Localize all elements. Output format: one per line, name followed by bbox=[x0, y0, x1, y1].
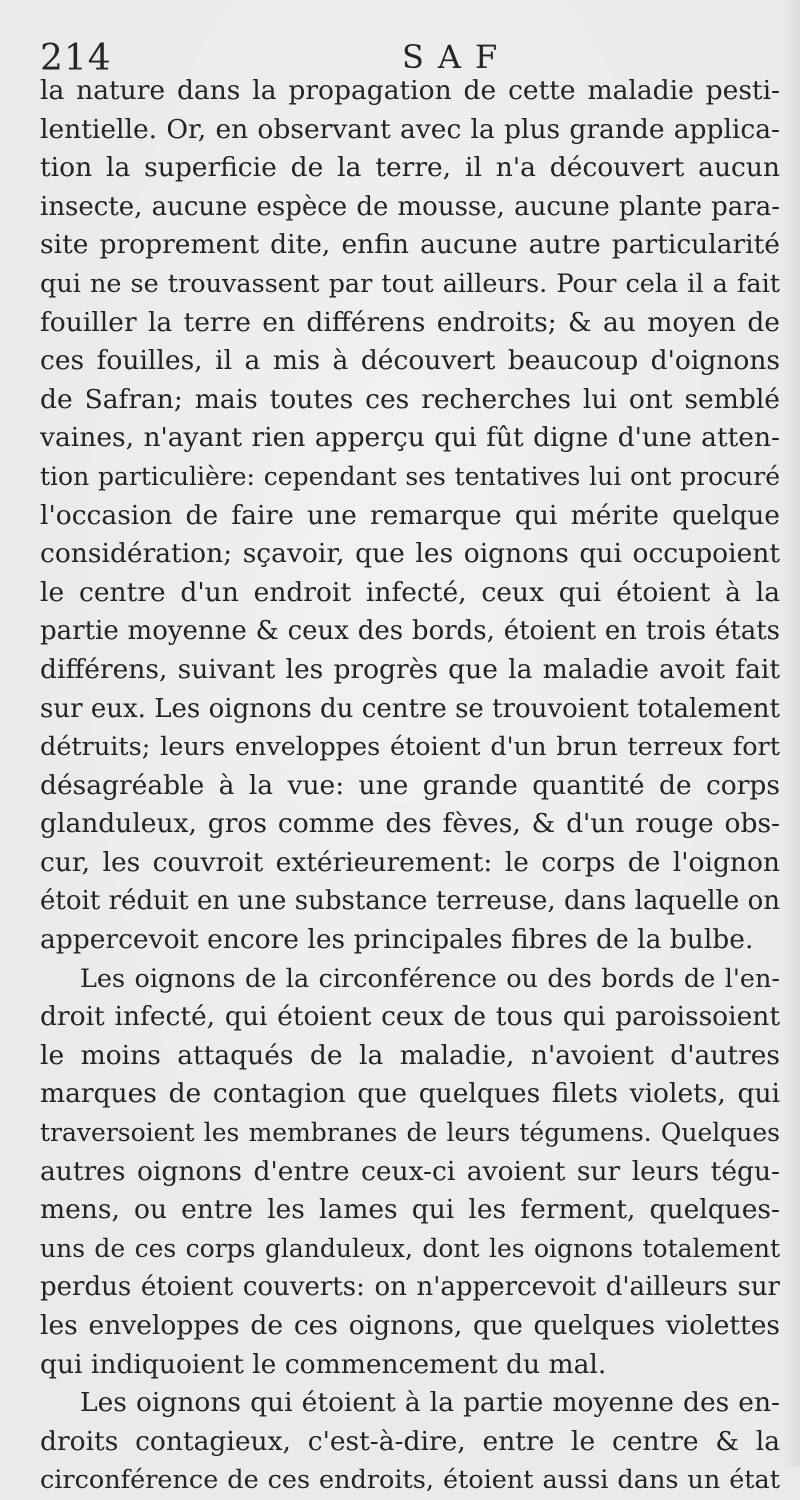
text-line: droit infecté, qui étoient ceux de tous qui paroissoient bbox=[40, 1001, 780, 1033]
text-line: sur eux. Les oignons du centre se trouvoient totalement bbox=[40, 693, 780, 724]
text-line: désagréable à la vue: une grande quantité de corps bbox=[40, 769, 780, 801]
text-line: glanduleux, gros comme des fèves, & d'un rouge obs- bbox=[40, 808, 780, 840]
text-line: fouiller la terre en différens endroits; & au moyen de bbox=[40, 306, 780, 338]
text-line: marques de contagion que quelques filets violets, qui bbox=[40, 1078, 780, 1110]
text-line: partie moyenne & ceux des bords, étoient en trois états bbox=[40, 616, 780, 647]
text-line: cur, les couvroit extérieurement: le corps de l'oignon bbox=[40, 846, 780, 878]
text-line: appercevoit encore les principales fibres de la bulbe. bbox=[40, 924, 754, 956]
text-line: tion particulière: cependant ses tentatives lui ont procuré bbox=[40, 461, 780, 491]
body-text bbox=[40, 72, 780, 1500]
text-line: la nature dans la propagation de cette maladie pesti- bbox=[40, 75, 780, 106]
text-line: Les oignons de la circonférence ou des bords de l'en- bbox=[80, 963, 780, 994]
text-line: tion la superficie de la terre, il n'a découvert aucun bbox=[40, 152, 780, 184]
text-line: autres oignons d'entre ceux-ci avoient sur leurs tégu- bbox=[40, 1155, 780, 1187]
text-line: les enveloppes de ces oignons, que quelques violettes bbox=[40, 1310, 780, 1341]
text-line: site proprement dite, enfin aucune autre particularité bbox=[40, 229, 780, 261]
text-line: considération; sçavoir, que les oignons qui occupoient bbox=[40, 538, 780, 570]
text-line: différens, suivant les progrès que la maladie avoit fait bbox=[40, 653, 780, 685]
text-line: uns de ces corps glanduleux, dont les oignons totalement bbox=[40, 1233, 780, 1263]
text-line: vaines, n'ayant rien apperçu qui fût digne d'une atten- bbox=[40, 422, 780, 454]
text-line: détruits; leurs enveloppes étoient d'un brun terreux fort bbox=[40, 732, 780, 763]
page-number: 214 bbox=[40, 38, 112, 79]
text-line: qui ne se trouvassent par tout ailleurs. Pour cela il a fait bbox=[40, 268, 780, 299]
text-line: insecte, aucune espèce de mousse, aucune plante para- bbox=[40, 191, 780, 222]
text-line: de Safran; mais toutes ces recherches lui ont semblé bbox=[40, 383, 780, 415]
paragraph-2 bbox=[40, 960, 780, 1385]
paragraph-3 bbox=[40, 1384, 780, 1500]
text-line: perdus étoient couverts: on n'appercevoit d'ailleurs sur bbox=[40, 1272, 780, 1303]
text-line: qui indiquoient le commencement du mal. bbox=[40, 1348, 607, 1380]
text-line: étoit réduit en une substance terreuse, dans laquelle on bbox=[40, 886, 780, 917]
text-line: le centre d'un endroit infecté, ceux qui étoient à la bbox=[40, 576, 780, 608]
text-line: mens, ou entre les lames qui les ferment, quelques- bbox=[40, 1194, 780, 1226]
text-line: lentielle. Or, en observant avec la plus grande applica- bbox=[40, 113, 780, 145]
text-line: ces fouilles, il a mis à découvert beaucoup d'oignons bbox=[40, 345, 780, 377]
text-line: droits contagieux, c'est-à-dire, entre le centre & la bbox=[40, 1425, 780, 1457]
text-line: circonférence de ces endroits, étoient aussi dans un état bbox=[40, 1465, 780, 1496]
page-edge-shadow bbox=[782, 0, 800, 1467]
text-line: Les oignons qui étoient à la partie moyenne des en- bbox=[80, 1387, 780, 1419]
running-head-title: SAF bbox=[402, 38, 512, 76]
paragraph-1 bbox=[40, 72, 780, 960]
text-line: l'occasion de faire une remarque qui mérite quelque bbox=[40, 499, 780, 531]
text-line: traversoient les membranes de leurs tégumens. Quelques bbox=[40, 1118, 780, 1148]
text-line: le moins attaqués de la maladie, n'avoient d'autres bbox=[40, 1039, 780, 1071]
